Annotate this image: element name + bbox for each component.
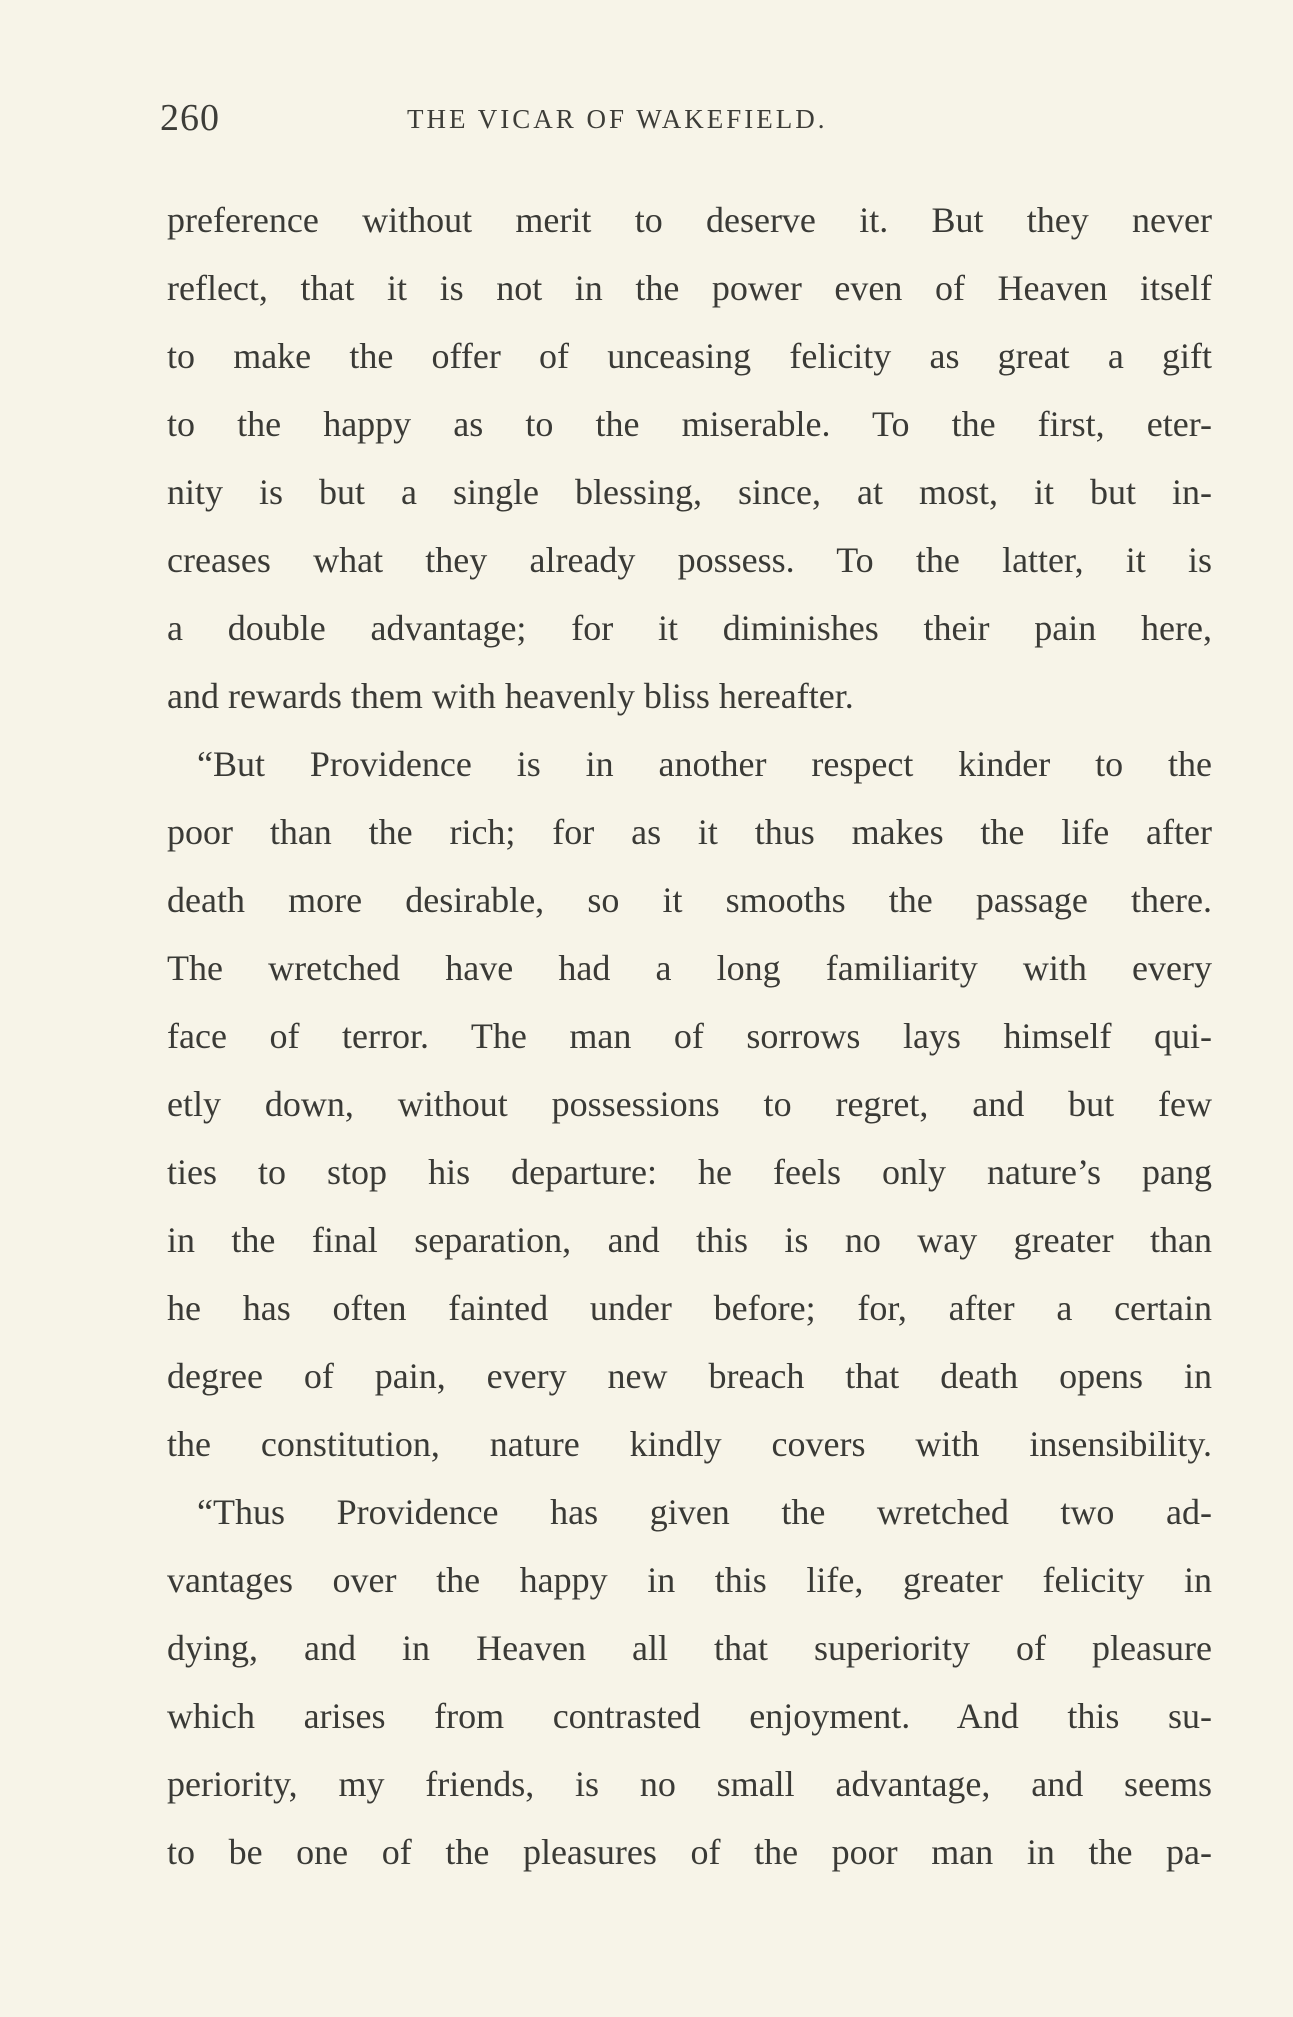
text-line: to the happy as to the miserable. To the first, eter- xyxy=(167,404,1212,444)
text-line: periority, my friends, is no small advantage, and seems xyxy=(167,1764,1212,1804)
text-line: a double advantage; for it diminishes their pain here, xyxy=(167,608,1212,648)
text-line: to be one of the pleasures of the poor man in the pa- xyxy=(167,1832,1212,1872)
text-line: poor than the rich; for as it thus makes the life after xyxy=(167,812,1212,852)
text-line: vantages over the happy in this life, greater felicity in xyxy=(167,1560,1212,1600)
text-line: to make the offer of unceasing felicity as great a gift xyxy=(167,336,1212,376)
text-line: preference without merit to deserve it. But they never xyxy=(167,200,1212,240)
text-line: etly down, without possessions to regret, and but few xyxy=(167,1084,1212,1124)
text-line: The wretched have had a long familiarity with every xyxy=(167,948,1212,988)
running-title: THE VICAR OF WAKEFIELD. xyxy=(407,104,828,134)
text-line: which arises from contrasted enjoyment. And this su- xyxy=(167,1696,1212,1736)
text-line: nity is but a single blessing, since, at most, it but in- xyxy=(167,472,1212,512)
text-line: in the final separation, and this is no way greater than xyxy=(167,1220,1212,1260)
text-line: reflect, that it is not in the power even of Heaven itself xyxy=(167,268,1212,308)
text-line: “Thus Providence has given the wretched two ad- xyxy=(197,1492,1212,1532)
page-header xyxy=(160,96,1220,146)
text-line: death more desirable, so it smooths the passage there. xyxy=(167,880,1212,920)
page-number: 260 xyxy=(160,97,220,139)
text-line: dying, and in Heaven all that superiority of pleasure xyxy=(167,1628,1212,1668)
text-line: the constitution, nature kindly covers with insensibility. xyxy=(167,1424,1212,1464)
text-line: face of terror. The man of sorrows lays himself qui- xyxy=(167,1016,1212,1056)
text-line: he has often fainted under before; for, after a certain xyxy=(167,1288,1212,1328)
text-line: degree of pain, every new breach that death opens in xyxy=(167,1356,1212,1396)
text-line: and rewards them with heavenly bliss hereafter. xyxy=(167,676,854,716)
text-line: ties to stop his departure: he feels only nature’s pang xyxy=(167,1152,1212,1192)
text-line: creases what they already possess. To the latter, it is xyxy=(167,540,1212,580)
text-line: “But Providence is in another respect kinder to the xyxy=(197,744,1212,784)
body-text xyxy=(167,186,1212,1886)
